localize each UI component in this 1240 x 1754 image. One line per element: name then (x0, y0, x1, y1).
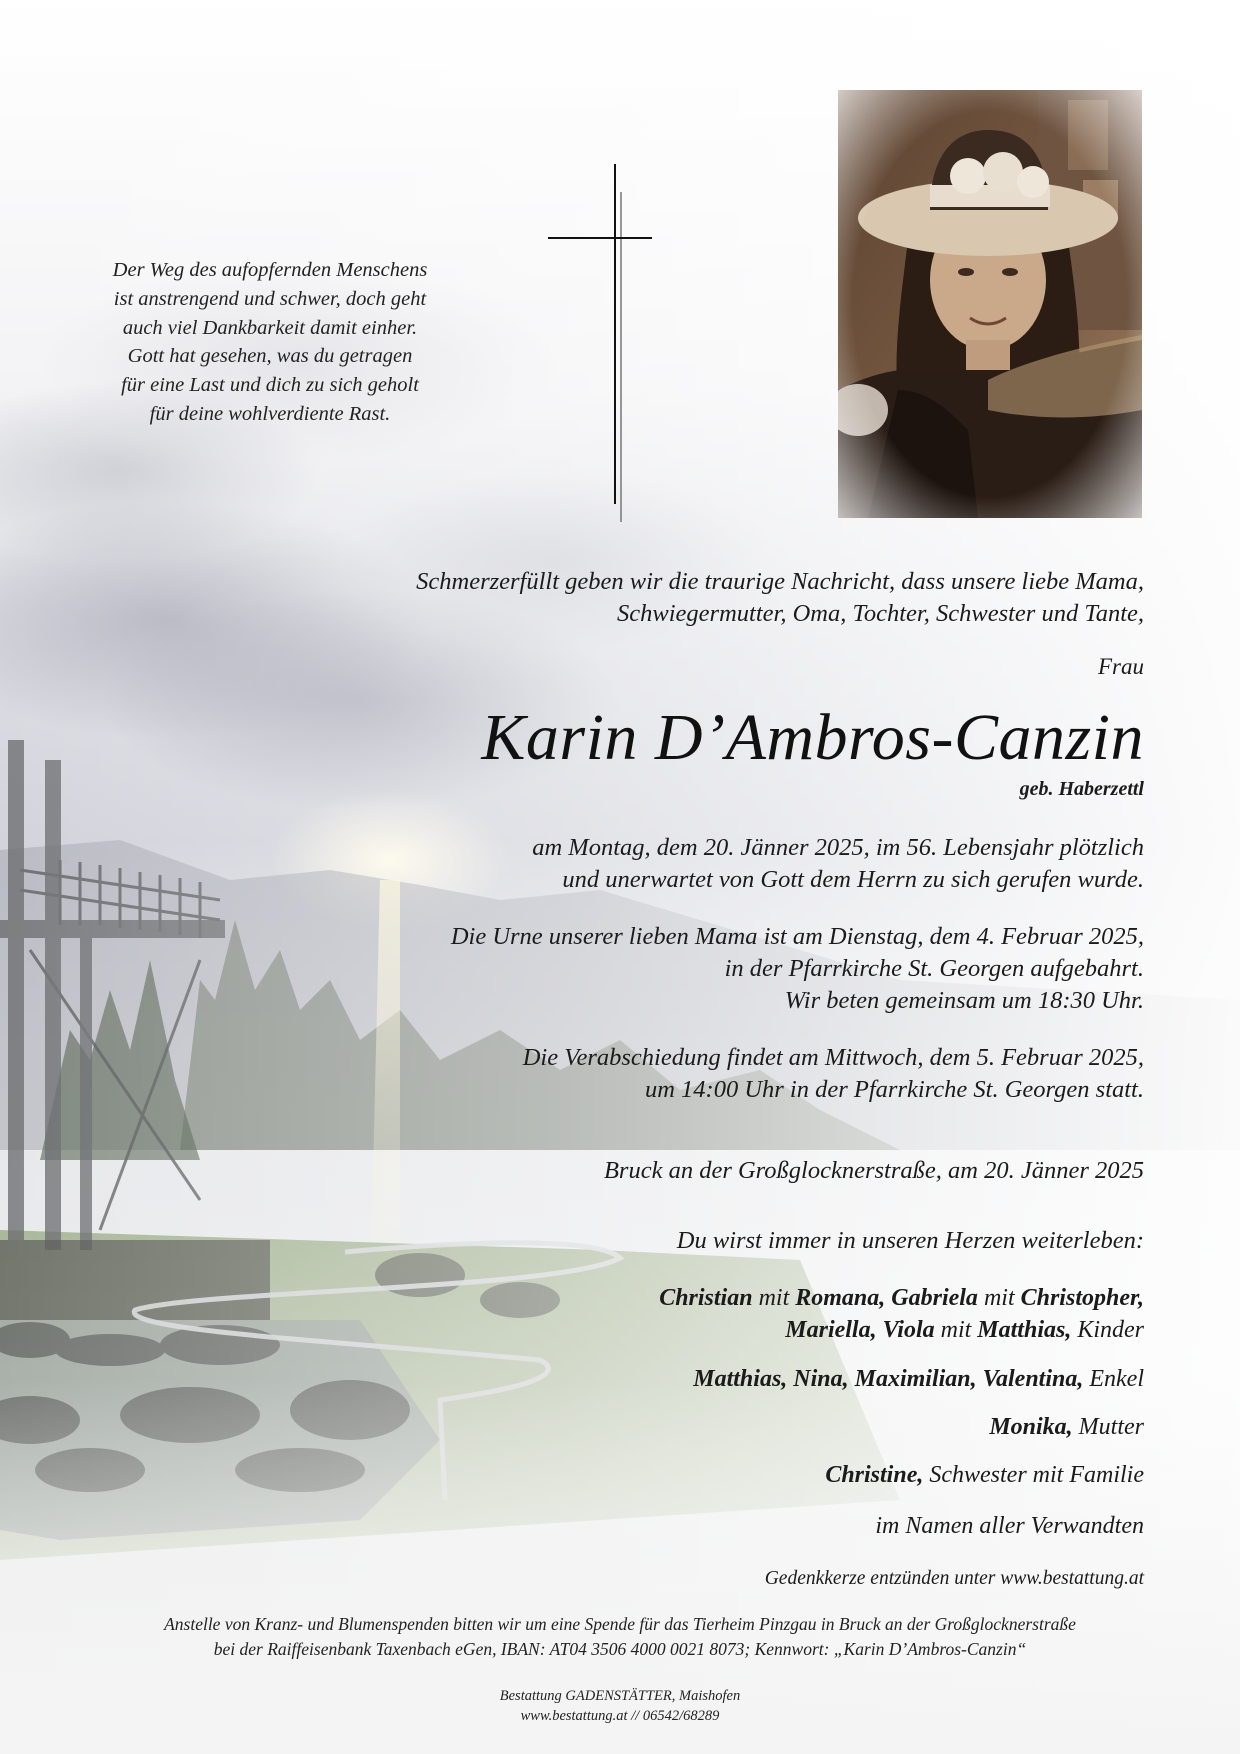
memorial-candle-note: Gedenkkerze entzünden unter www.bestattung.at (764, 1568, 1144, 1589)
viewing-line: Die Urne unserer lieben Mama ist am Dienstag, dem 4. Februar 2025, (450, 923, 1144, 950)
poem-line: Der Weg des aufopfernden Menschens (112, 259, 428, 281)
mourners-sister (825, 1459, 1144, 1491)
mourner-name: Christopher, (1020, 1285, 1144, 1311)
poem-line: für eine Last und dich zu sich geholt (121, 374, 419, 397)
intro-line: Schmerzerfüllt geben wir die traurige Nachricht, dass unsere liebe Mama, (416, 568, 1144, 595)
mourner-name: Mariella, Viola (785, 1317, 935, 1343)
intro-text (416, 566, 1144, 630)
viewing-notice (451, 921, 1144, 1017)
donation-line: Anstelle von Kranz- und Blumenspenden bitten wir um eine Spende für das Tierheim Pinzgau in Bruck an der Großglocknerstraße (164, 1614, 1076, 1634)
cross-icon (548, 164, 652, 522)
mourners-children (659, 1282, 1144, 1346)
undertaker-contact: www.bestattung.at // 06542/68289 (520, 1708, 720, 1724)
farewell-line: um 14:00 Uhr in der Pfarrkirche St. Georgen statt. (644, 1076, 1144, 1103)
farewell-line: Die Verabschiedung findet am Mittwoch, dem 5. Februar 2025, (522, 1044, 1144, 1071)
poem-line: Gott hat gesehen, was du getragen (127, 345, 413, 368)
mourner-name: Christine, (825, 1462, 924, 1488)
connector-text: mit (934, 1317, 978, 1343)
relation-text: Enkel (1083, 1366, 1144, 1392)
farewell-notice (523, 1042, 1144, 1106)
intro-line: Schwiegermutter, Oma, Tochter, Schwester und Tante, (617, 600, 1144, 627)
mourner-name: Matthias, (977, 1317, 1072, 1343)
death-notice-line: und unerwartet von Gott dem Herrn zu sich gerufen wurde. (562, 866, 1144, 893)
poem-line: auch viel Dankbarkeit damit einher. (122, 316, 418, 339)
relation-text: Kinder (1071, 1317, 1144, 1343)
viewing-line: Wir beten gemeinsam um 18:30 Uhr. (784, 987, 1144, 1014)
maiden-name: geb. Haberzettl (1019, 778, 1144, 800)
death-notice (532, 832, 1144, 896)
mourner-name: Matthias, Nina, Maximilian, Valentina, (693, 1366, 1084, 1392)
death-notice-line: am Montag, dem 20. Jänner 2025, im 56. Lebensjahr plötzlich (532, 834, 1144, 861)
mourner-name: Christian (659, 1285, 753, 1311)
mourners-all-relatives: im Namen aller Verwandten (875, 1513, 1144, 1539)
poem-line: ist anstrengend und schwer, doch geht (113, 287, 427, 310)
relation-text: Schwester mit Familie (923, 1462, 1144, 1488)
poem-line: für deine wohlverdiente Rast. (149, 402, 391, 425)
motto: Du wirst immer in unseren Herzen weiterleben: (676, 1227, 1144, 1254)
mourner-name: Monika, (989, 1414, 1073, 1440)
deceased-name: Karin D’Ambros-Canzin (481, 701, 1144, 774)
portrait-photo (838, 90, 1142, 518)
poem (70, 256, 470, 429)
viewing-line: in der Pfarrkirche St. Georgen aufgebahrt. (724, 955, 1144, 982)
donation-note (0, 1612, 1240, 1662)
mourner-name: Romana, Gabriela (795, 1285, 978, 1311)
relation-text: Mutter (1072, 1414, 1144, 1440)
connector-text: mit (977, 1285, 1021, 1311)
connector-text: mit (752, 1285, 796, 1311)
undertaker-info (0, 1686, 1240, 1726)
mourners-grandchildren (693, 1363, 1144, 1395)
undertaker-name: Bestattung GADENSTÄTTER, Maishofen (499, 1688, 741, 1704)
donation-line: bei der Raiffeisenbank Taxenbach eGen, IBAN: AT04 3506 4000 0021 8073; Kennwort: „Karin D’Ambros-Canzin“ (213, 1639, 1027, 1659)
mourners-mother (989, 1411, 1144, 1443)
place-and-date: Bruck an der Großglocknerstraße, am 20. Jänner 2025 (603, 1157, 1144, 1184)
salutation: Frau (1098, 654, 1144, 679)
